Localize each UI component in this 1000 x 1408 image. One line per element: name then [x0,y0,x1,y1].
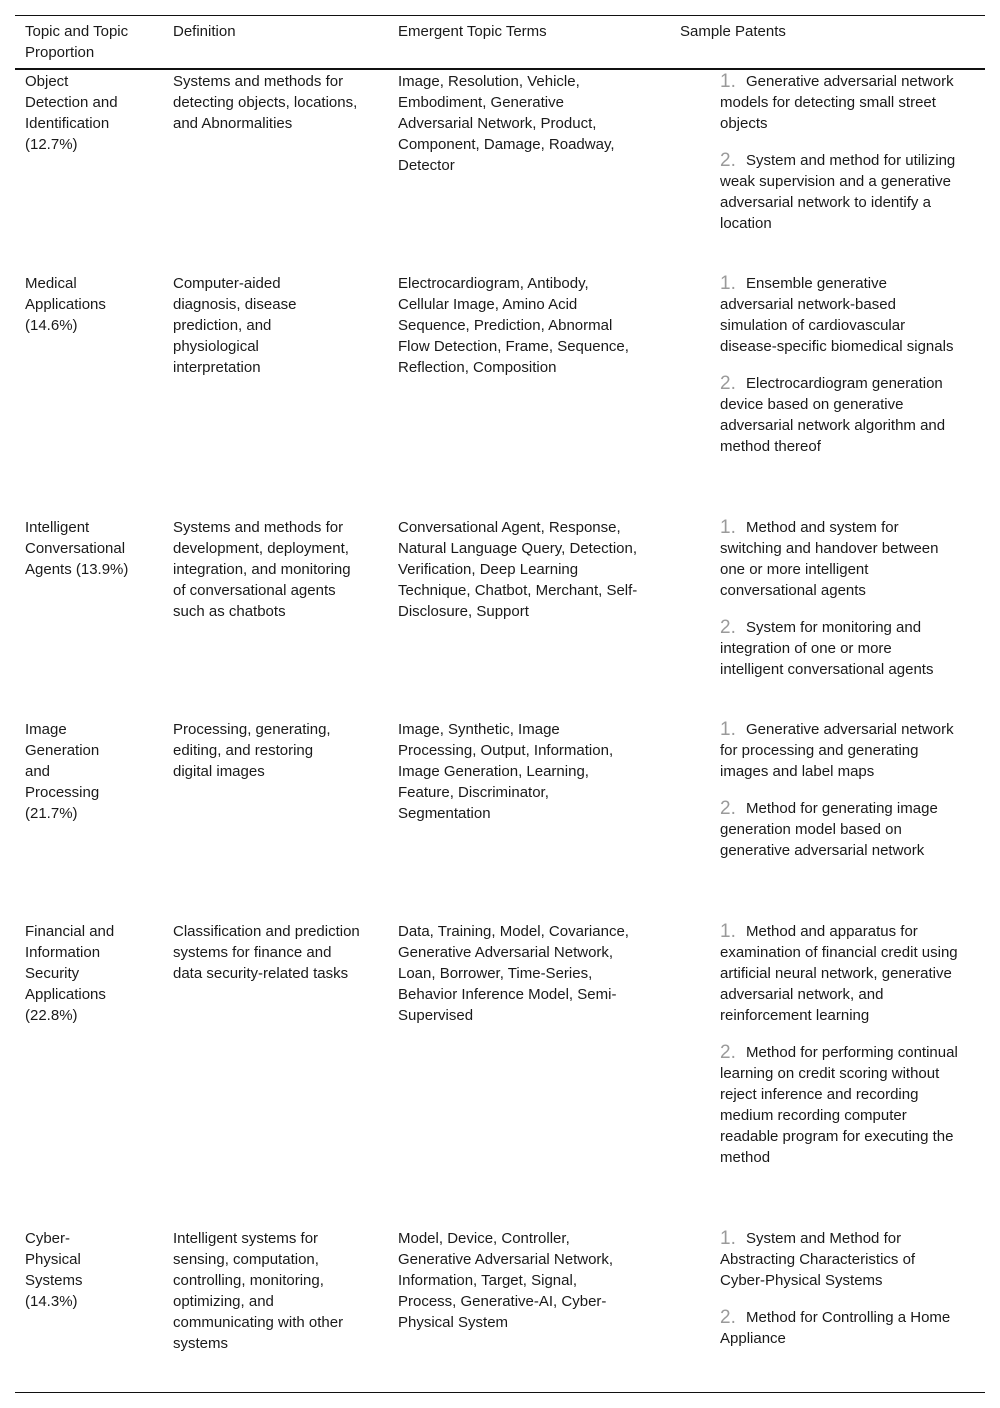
header-rule [15,68,985,70]
table-top-rule [15,15,985,16]
patent-number: 2. [720,798,736,819]
patent-title: Method for performing continual learning on credit scoring without reject inference and recording medium recording computer readable program for executing the method [720,1044,958,1166]
patent-title: Method and system for switching and handover between one or more intelligent conversational agents [720,519,939,599]
patent-item [720,373,958,457]
definition-cell: Processing, generating, editing, and restoring digital images [173,721,331,780]
terms-cell: Model, Device, Controller, Generative Adversarial Network, Information, Target, Signal, Process, Generative-AI, Cyber-Physical System [398,1230,614,1331]
patents-cell [720,71,958,234]
patent-title: System for monitoring and integration of one or more intelligent conversational agents [720,619,934,678]
patent-title: Generative adversarial network for processing and generating images and label maps [720,721,954,780]
topic-cell: Image Generation and Processing (21.7%) [25,721,100,822]
patent-number: 2. [720,617,736,638]
topic-cell: Medical Applications (14.6%) [25,275,106,334]
topic-cell: Financial and Information Security Applications (22.8%) [25,923,115,1024]
patent-item [720,273,958,357]
topic-cell: Object Detection and Identification (12.7%) [25,73,118,153]
patent-title: Generative adversarial network models for detecting small street objects [720,73,954,132]
patent-number: 1. [720,71,736,92]
definition-cell: Systems and methods for development, deployment, integration, and monitoring of conversational agents such as chatbots [173,519,351,620]
table-bottom-rule [15,1392,985,1393]
patent-title: Method for Controlling a Home Appliance [720,1309,951,1347]
patent-item [720,1228,958,1291]
patent-item [720,798,958,861]
header-patents: Sample Patents [680,23,786,40]
patents-cell [720,921,958,1168]
patent-title: System and method for utilizing weak supervision and a generative adversarial network to identify a location [720,152,956,232]
definition-cell: Classification and prediction systems for finance and data security-related tasks [173,923,360,982]
patent-number: 2. [720,150,736,171]
definition-cell: Systems and methods for detecting objects, locations, and Abnormalities [173,73,358,132]
terms-cell: Image, Synthetic, Image Processing, Output, Information, Image Generation, Learning, Feature, Discriminator, Segmentation [398,721,614,822]
patent-item [720,71,958,134]
patent-title: Ensemble generative adversarial network-based simulation of cardiovascular disease-specific biomedical signals [720,275,954,355]
patent-number: 2. [720,373,736,394]
patent-number: 2. [720,1042,736,1063]
patent-item [720,1042,958,1168]
patent-item [720,1307,958,1349]
patents-cell [720,719,958,861]
definition-cell: Intelligent systems for sensing, computation, controlling, monitoring, optimizing, and communicating with other systems [173,1230,344,1352]
patent-title: Method and apparatus for examination of financial credit using artificial neural network, generative adversarial network, and reinforcement learning [720,923,958,1024]
patent-item [720,921,958,1026]
patent-number: 1. [720,719,736,740]
header-topic: Topic and Topic Proportion [25,23,129,61]
definition-cell: Computer-aided diagnosis, disease prediction, and physiological interpretation [173,275,297,376]
patent-item [720,719,958,782]
terms-cell: Electrocardiogram, Antibody, Cellular Image, Amino Acid Sequence, Prediction, Abnormal Flow Detection, Frame, Sequence, Reflection, Composition [398,275,629,376]
patent-number: 1. [720,517,736,538]
topic-cell: Intelligent Conversational Agents (13.9%) [25,519,129,578]
patent-number: 2. [720,1307,736,1328]
patent-item [720,617,958,680]
patent-item [720,517,958,601]
patent-title: Electrocardiogram generation device based on generative adversarial network algorithm and method thereof [720,375,946,455]
header-terms: Emergent Topic Terms [398,23,547,40]
patent-title: Method for generating image generation model based on generative adversarial network [720,800,938,859]
patent-number: 1. [720,1228,736,1249]
terms-cell: Data, Training, Model, Covariance, Generative Adversarial Network, Loan, Borrower, Time-Series, Behavior Inference Model, Semi-Supervised [398,923,629,1024]
patents-cell [720,517,958,680]
patent-number: 1. [720,921,736,942]
header-definition: Definition [173,23,236,40]
terms-cell: Image, Resolution, Vehicle, Embodiment, Generative Adversarial Network, Product, Component, Damage, Roadway, Detector [398,73,615,174]
terms-cell: Conversational Agent, Response, Natural Language Query, Detection, Verification, Deep Learning Technique, Chatbot, Merchant, Self-Disclosure, Support [398,519,638,620]
patent-title: System and Method for Abstracting Characteristics of Cyber-Physical Systems [720,1230,916,1289]
patent-number: 1. [720,273,736,294]
topic-cell: Cyber-Physical Systems (14.3%) [25,1230,83,1310]
patent-item [720,150,958,234]
patents-cell [720,1228,958,1349]
patents-cell [720,273,958,457]
